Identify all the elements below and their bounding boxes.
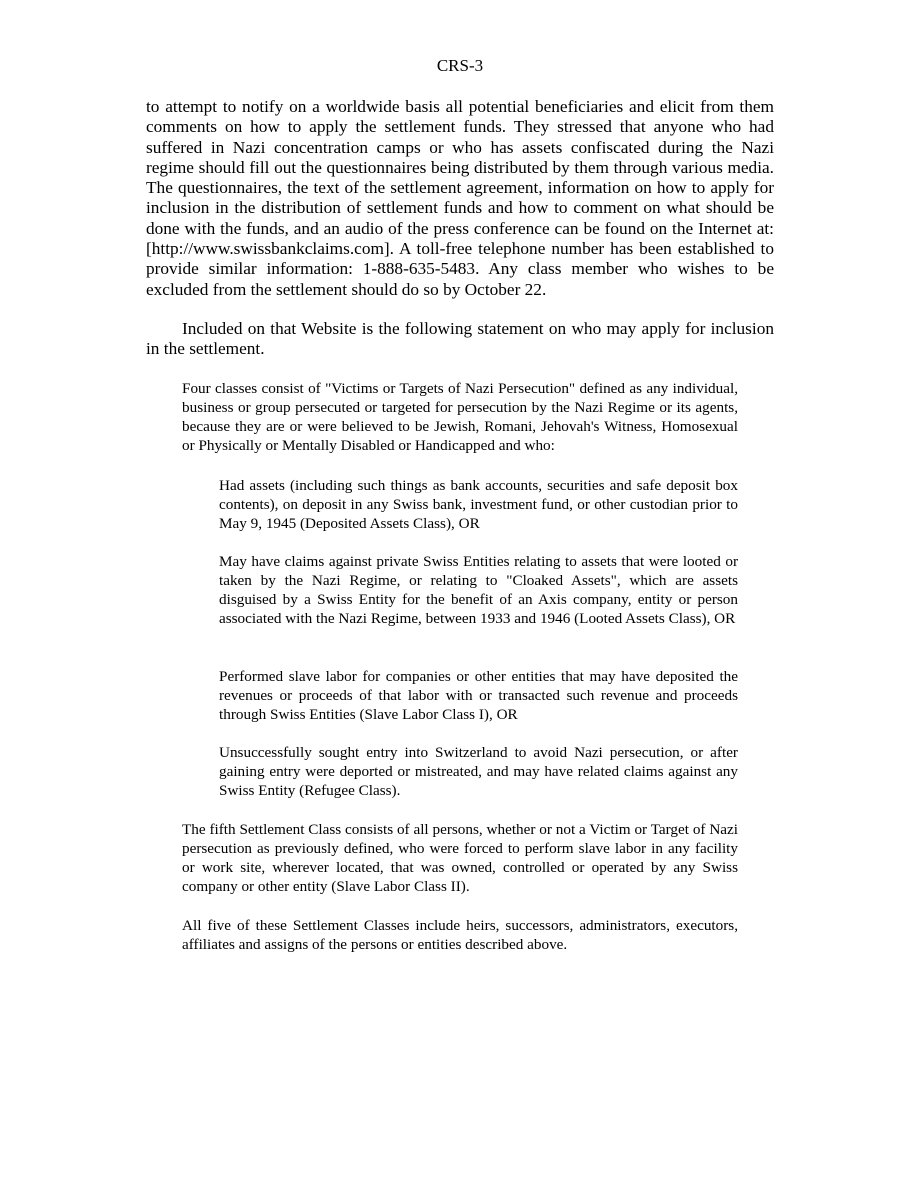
class-slave-labor-2: The fifth Settlement Class consists of all persons, whether or not a Victim or Target of Nazi persecution as previously defined, who were forced to perform slave labor in any facility or work site, wherever located, that was owned, controlled or operated by any Swiss company or other entity (Slave Labor Class II). [182,821,738,895]
class-slave-labor-1: Performed slave labor for companies or other entities that may have deposited the revenues or proceeds of that labor with or transacted such revenue and proceeds through Swiss Entities (Slave Labor Class I), OR [219,668,738,723]
class-deposited-assets: Had assets (including such things as bank accounts, securities and safe deposit box contents), on deposit in any Swiss bank, investment fund, or other custodian prior to May 9, 1945 (Deposited Assets Class), OR [219,477,738,532]
class-refugee: Unsuccessfully sought entry into Switzerland to avoid Nazi persecution, or after gaining entry were deported or mistreated, and may have related claims against any Swiss Entity (Refugee Class). [219,744,738,799]
body-paragraph-1: to attempt to notify on a worldwide basis all potential beneficiaries and elicit from them comments on how to apply the settlement funds. They stressed that anyone who had suffered in Nazi concentration camps or who has assets confiscated during the Nazi regime should fill out the questionnaires being distributed by them through various media. The questionnaires, the text of the settlement agreement, information on how to apply for inclusion in the distribution of settlement funds and how to comment on what should be done with the funds, and an audio of the press conference can be found on the Internet at: [http://www.swissbankclaims.com]. A toll-free telephone number has been established to provide similar information: 1-888-635-5483. Any class member who wishes to be excluded from the settlement should do so by October 22. [146,97,774,299]
class-looted-assets: May have claims against private Swiss Entities relating to assets that were looted or taken by the Nazi Regime, or relating to "Cloaked Assets", which are assets disguised by a Swiss Entity for the benefit of an Axis company, entity or person associated with the Nazi Regime, between 1933 and 1946 (Looted Assets Class), OR [219,553,738,627]
body-paragraph-2: Included on that Website is the following statement on who may apply for inclusion in the settlement. [146,319,774,359]
quote-closing: All five of these Settlement Classes include heirs, successors, administrators, executors, affiliates and assigns of the persons or entities described above. [182,917,738,953]
page-number-header: CRS-3 [436,56,484,75]
quote-intro: Four classes consist of "Victims or Targets of Nazi Persecution" defined as any individual, business or group persecuted or targeted for persecution by the Nazi Regime or its agents, because they are or were believed to be Jewish, Romani, Jehovah's Witness, Homosexual or Physically or Mentally Disabled or Handicapped and who: [182,380,738,454]
